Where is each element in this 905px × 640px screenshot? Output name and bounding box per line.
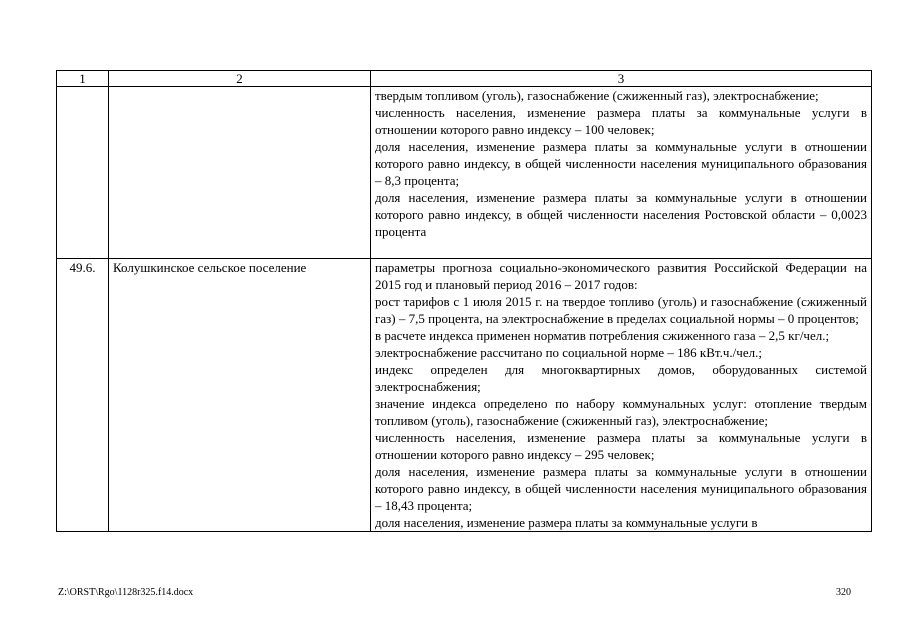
content-line: рост тарифов с 1 июля 2015 г. на твердое топливо (уголь) и газоснабжение (сжиженный газ) – 7,5 процента, на электроснабжение в пределах социальной нормы – 0 процентов; xyxy=(375,294,867,326)
content-line: индекс определен для многоквартирных домов, оборудованных системой электроснабжения; xyxy=(375,362,867,394)
row-number xyxy=(57,87,109,259)
content-line: твердым топливом (уголь), газоснабжение (сжиженный газ), электроснабжение; xyxy=(375,88,819,103)
page-number: 320 xyxy=(836,587,851,598)
table-row xyxy=(57,259,872,532)
header-row xyxy=(57,71,872,87)
row-number: 49.6. xyxy=(57,259,109,532)
content-line: электроснабжение рассчитано по социальной норме – 186 кВт.ч./чел.; xyxy=(375,345,762,360)
table-row xyxy=(57,87,872,259)
content-line: численность населения, изменение размера платы за коммунальные услуги в отношении которого равно индексу – 295 человек; xyxy=(375,430,867,462)
row-content xyxy=(371,259,872,532)
document-table xyxy=(56,70,872,532)
content-line: численность населения, изменение размера платы за коммунальные услуги в отношении которого равно индексу – 100 человек; xyxy=(375,105,867,137)
content-line: доля населения, изменение размера платы за коммунальные услуги в отношении которого равно индексу, в общей численности населения муниципального образования – 8,3 процента; xyxy=(375,139,867,188)
content-line: доля населения, изменение размера платы за коммунальные услуги в отношении которого равно индексу, в общей численности населения муниципального образования – 18,43 процента; xyxy=(375,464,867,513)
file-path: Z:\ORST\Rgo\1128r325.f14.docx xyxy=(58,587,194,598)
content-line: доля населения, изменение размера платы за коммунальные услуги в отношении которого равно индексу, в общей численности населения Ростовской области – 0,0023 процента xyxy=(375,190,867,239)
header-col-3: 3 xyxy=(371,71,872,87)
content-line: доля населения, изменение размера платы за коммунальные услуги в xyxy=(375,515,758,530)
content-line: значение индекса определено по набору коммунальных услуг: отопление твердым топливом (уголь), газоснабжение (сжиженный газ), электроснабжение; xyxy=(375,396,867,428)
content-line: в расчете индекса применен норматив потребления сжиженного газа – 2,5 кг/чел.; xyxy=(375,328,830,343)
header-col-2: 2 xyxy=(109,71,371,87)
settlement-name: Колушкинское сельское поселение xyxy=(109,259,371,532)
content-line: параметры прогноза социально-экономического развития Российской Федерации на 2015 год и плановый период 2016 – 2017 годов: xyxy=(375,260,867,292)
row-content xyxy=(371,87,872,259)
settlement-name xyxy=(109,87,371,259)
header-col-1: 1 xyxy=(57,71,109,87)
